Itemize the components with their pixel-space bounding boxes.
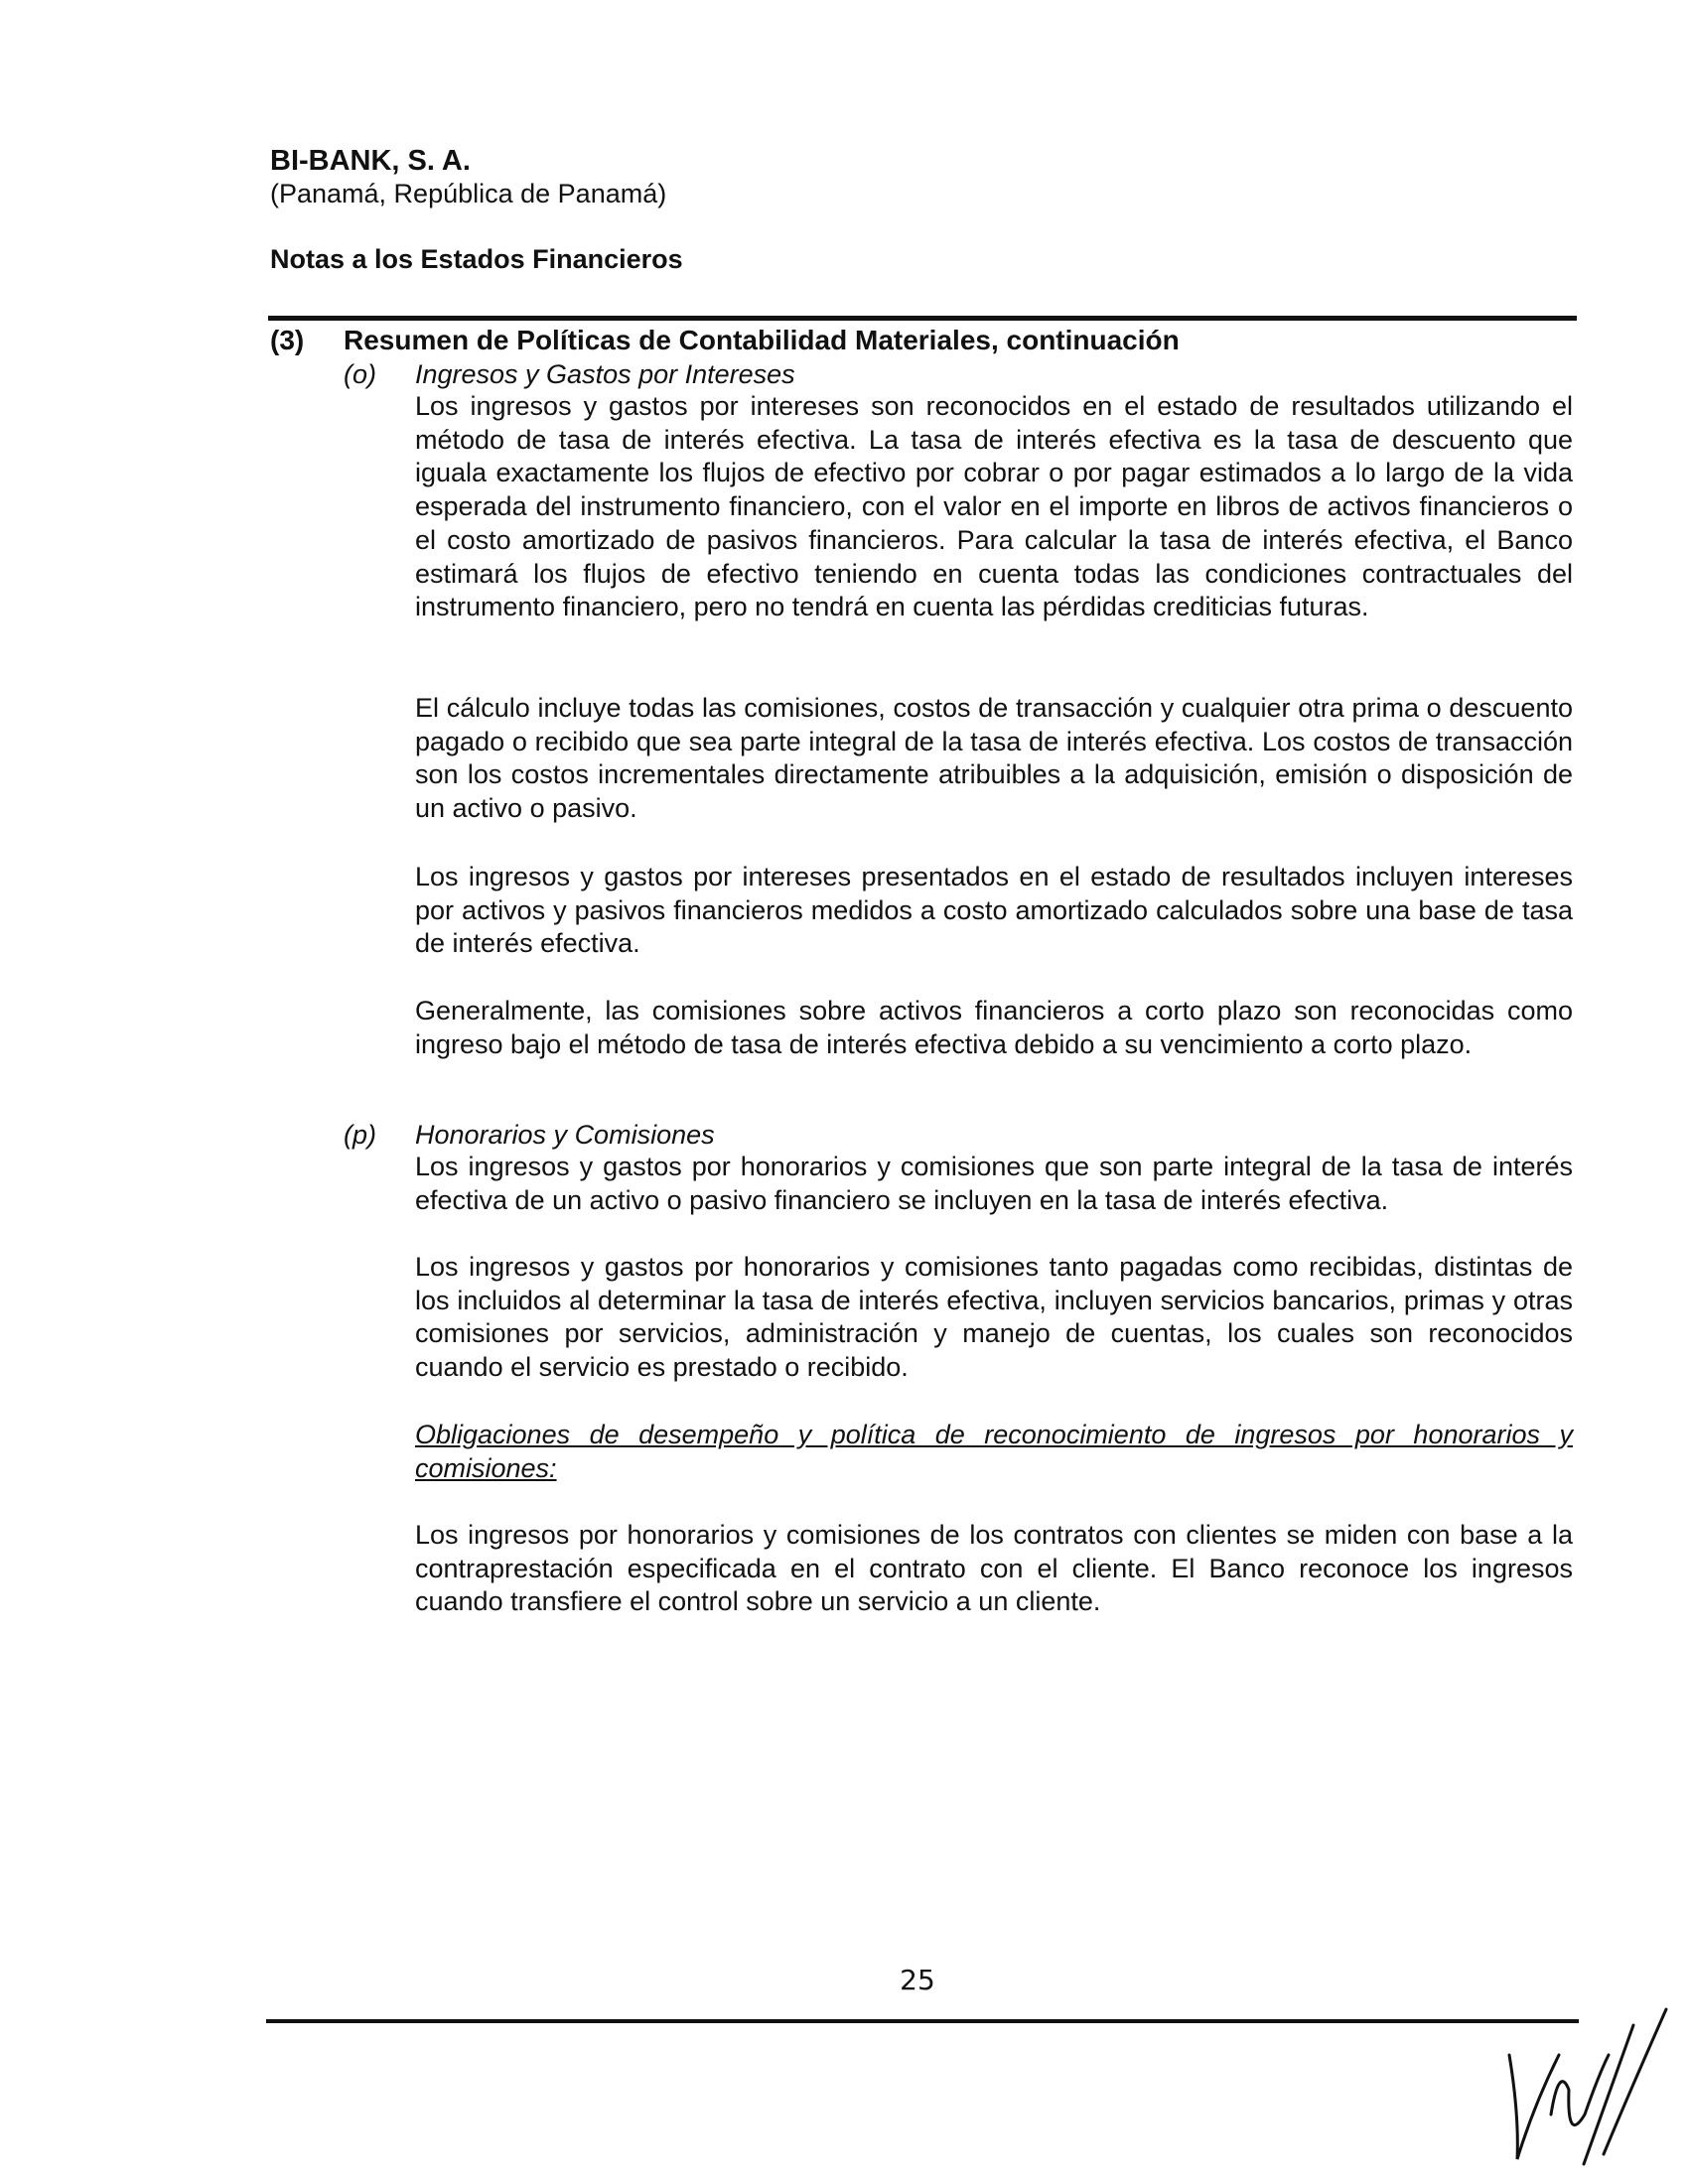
subsection-p-title: Honorarios y Comisiones (415, 1120, 715, 1150)
subsection-o-paragraph-4: Generalmente, las comisiones sobre activos financieros a corto plazo son reconocidas como ingreso bajo el método de tasa de interés efectiva debido a su vencimiento a corto plazo. (415, 996, 1573, 1059)
subsection-o-paragraph-1: Los ingresos y gastos por intereses son reconocidos en el estado de resultados utilizando el método de tasa de interés efectiva. La tasa de interés efectiva es la tasa de descuento que iguala exactamente los flujos de efectivo por cobrar o por pagar estimados a lo largo de la vida esperada del instrumento financiero, con el valor en el importe en libros de activos financieros o el costo amortizado de pasivos financieros. Para calcular la tasa de interés efectiva, el Banco estimará los flujos de efectivo teniendo en cuenta todas las condiciones contractuales del instrumento financiero, pero no tendrá en cuenta las pérdidas crediticias futuras. (415, 391, 1573, 622)
subsection-p-letter: (p) (344, 1120, 376, 1150)
footer-divider (266, 2019, 1579, 2023)
section-number: (3) (270, 325, 305, 355)
revenue-recognition-heading: Obligaciones de desempeño y política de reconocimiento de ingresos por honorarios y comisiones: (415, 1420, 1573, 1483)
subsection-o-letter: (o) (344, 359, 376, 389)
subsection-p-paragraph-3: Los ingresos por honorarios y comisiones de los contratos con clientes se miden con base a la contraprestación especificada en el contrato con el cliente. El Banco reconoce los ingresos cuando transfiere el control sobre un servicio a un cliente. (415, 1520, 1573, 1617)
section-title: Resumen de Políticas de Contabilidad Materiales, continuación (344, 325, 1180, 355)
company-name: BI-BANK, S. A. (270, 145, 471, 177)
header-divider (268, 316, 1577, 321)
company-location: (Panamá, República de Panamá) (270, 179, 667, 208)
subsection-o-title: Ingresos y Gastos por Intereses (415, 359, 795, 389)
subsection-p-paragraph-2: Los ingresos y gastos por honorarios y comisiones tanto pagadas como recibidas, distintas de los incluidos al determinar la tasa de interés efectiva, incluyen servicios bancarios, primas y otras comisiones por servicios, administración y manejo de cuentas, los cuales son reconocidos cuando el servicio es prestado o recibido. (415, 1252, 1573, 1383)
page-number: 25 (900, 1964, 935, 1996)
subsection-p-paragraph-1: Los ingresos y gastos por honorarios y comisiones que son parte integral de la tasa de interés efectiva de un activo o pasivo financiero se incluyen en la tasa de interés efectiva. (415, 1152, 1573, 1215)
subsection-o-paragraph-2: El cálculo incluye todas las comisiones, costos de transacción y cualquier otra prima o descuento pagado o recibido que sea parte integral de la tasa de interés efectiva. Los costos de transacción son los costos incrementales directamente atribuibles a la adquisición, emisión o disposición de un activo o pasivo. (415, 693, 1573, 824)
initials-signature-icon (1489, 1995, 1668, 2174)
document-title: Notas a los Estados Financieros (270, 244, 683, 274)
subsection-o-paragraph-3: Los ingresos y gastos por intereses presentados en el estado de resultados incluyen intereses por activos y pasivos financieros medidos a costo amortizado calculados sobre una base de tasa de interés efectiva. (415, 862, 1573, 959)
